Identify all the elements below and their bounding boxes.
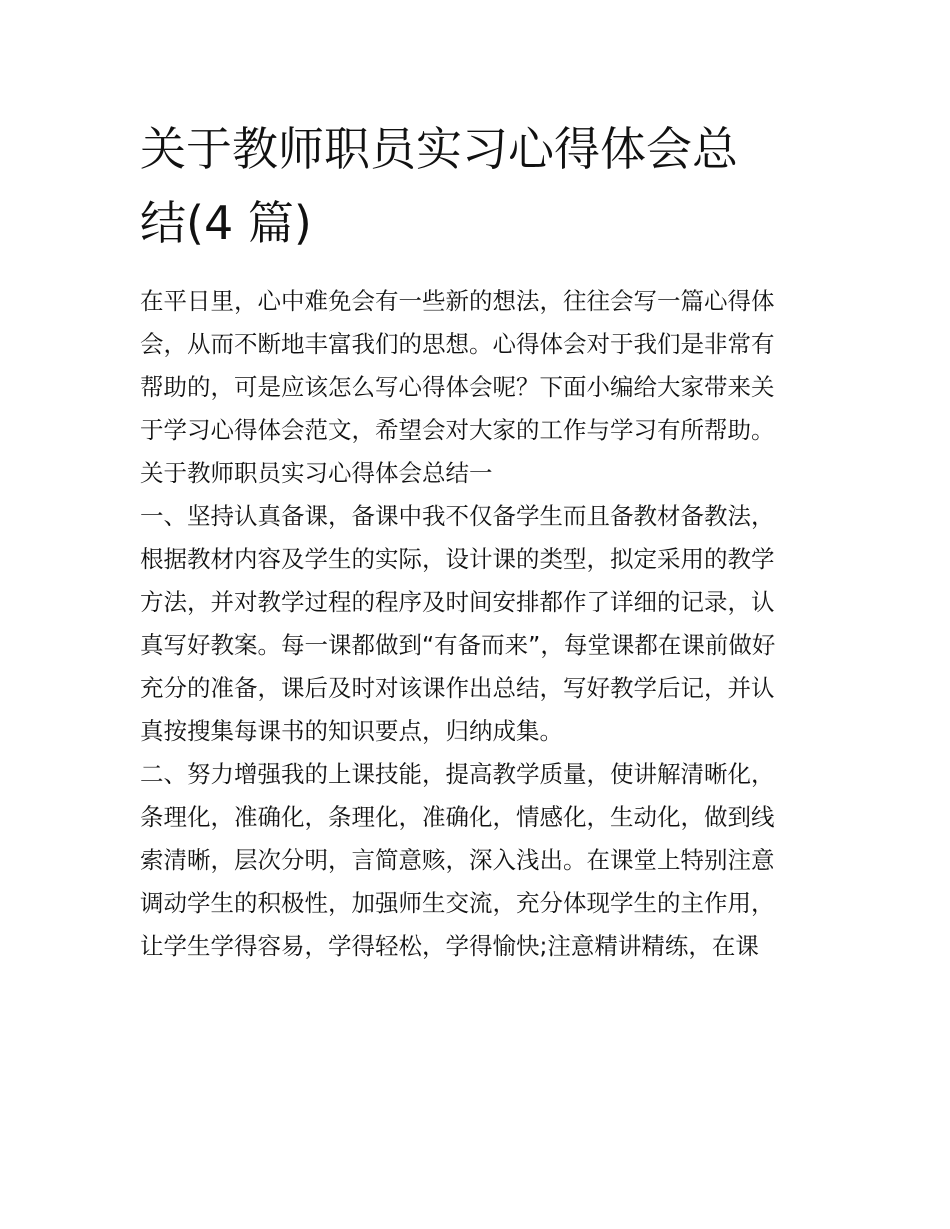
title-line: 结(4 篇) (140, 196, 312, 250)
paragraph-line: 真写好教案。每一课都做到“有备而来”，每堂课都在课前做好 (140, 631, 776, 659)
intro-line: 在平日里，心中难免会有一些新的想法，往往会写一篇心得体 (140, 287, 775, 315)
paragraph-line: 一、坚持认真备课，备课中我不仅备学生而且备教材备教法， (140, 502, 775, 530)
section-heading: 关于教师职员实习心得体会总结一 (140, 459, 493, 487)
paragraph-line: 调动学生的积极性，加强师生交流，充分体现学生的主作用， (140, 889, 775, 917)
paragraph-line: 让学生学得容易，学得轻松，学得愉快;注意精讲精练，在课 (140, 932, 759, 960)
title-line: 关于教师职员实习心得体会总 (140, 122, 738, 176)
paragraph-line: 充分的准备，课后及时对该课作出总结，写好教学后记，并认 (140, 674, 775, 702)
intro-line: 于学习心得体会范文，希望会对大家的工作与学习有所帮助。 (140, 416, 775, 444)
paragraph-line: 二、努力增强我的上课技能，提高教学质量，使讲解清晰化， (140, 760, 775, 788)
intro-line: 会，从而不断地丰富我们的思想。心得体会对于我们是非常有 (140, 330, 775, 358)
paragraph-line: 索清晰，层次分明，言简意赅，深入浅出。在课堂上特别注意 (140, 846, 775, 874)
paragraph-line: 条理化，准确化，条理化，准确化，情感化，生动化，做到线 (140, 803, 775, 831)
document-body (140, 280, 820, 968)
paragraph-line: 方法，并对教学过程的程序及时间安排都作了详细的记录，认 (140, 588, 775, 616)
intro-line: 帮助的，可是应该怎么写心得体会呢？下面小编给大家带来关 (140, 373, 775, 401)
document-title (140, 112, 820, 260)
paragraph-line: 真按搜集每课书的知识要点，归纳成集。 (140, 717, 563, 745)
paragraph-line: 根据教材内容及学生的实际，设计课的类型，拟定采用的教学 (140, 545, 775, 573)
